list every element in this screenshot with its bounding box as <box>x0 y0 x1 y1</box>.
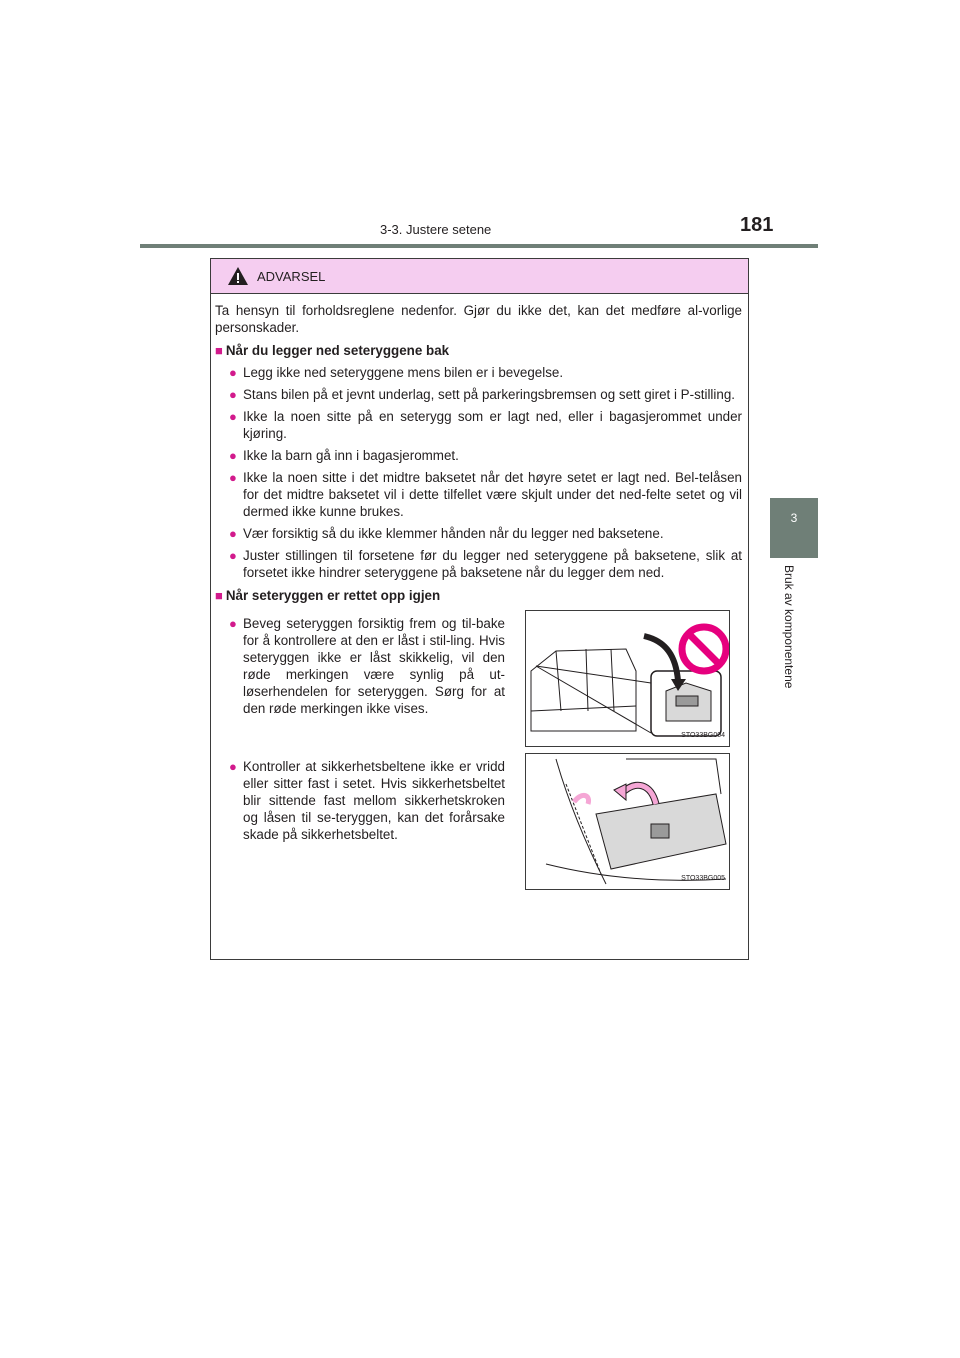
section-title: 3-3. Justere setene <box>380 222 492 237</box>
list-item-text: Ikke la barn gå inn i bagasjerommet. <box>243 448 459 463</box>
warning-triangle-icon <box>227 266 249 286</box>
bullet-dot-icon: ● <box>229 365 237 380</box>
figure-row <box>215 610 742 747</box>
bullet-dot-icon: ● <box>229 616 237 631</box>
figure-code: STO33BG005 <box>681 875 725 882</box>
warning-title: ADVARSEL <box>257 268 326 284</box>
section-heading <box>215 587 742 604</box>
list-item-text: Ikke la noen sitte på en seterygg som er lagt ned, eller i bagasjerommet under kjøring. <box>243 409 742 441</box>
list-item <box>229 469 742 520</box>
seat-belt-illustration-icon <box>526 754 729 889</box>
bullet-dot-icon: ● <box>229 409 237 424</box>
list-item-text: Kontroller at sikkerhetsbeltene ikke er vridd eller sitter fast i setet. Hvis sikkerhetsbeltet blir sittende fast mellom sikkerhetskroken og låsen til se-teryggen, kan det forårsake skade på sikkerhetsbeltet. <box>243 759 505 842</box>
list-item-text: Legg ikke ned seteryggene mens bilen er i bevegelse. <box>243 365 564 380</box>
page-number: 181 <box>740 214 774 236</box>
section-heading <box>215 342 742 359</box>
figure-seat-release-lever <box>525 610 730 747</box>
seat-illustration-icon <box>526 611 729 746</box>
section-heading-text: Når du legger ned seteryggene bak <box>225 343 450 358</box>
section-heading-text: Når seteryggen er rettet opp igjen <box>225 588 441 603</box>
bullet-dot-icon: ● <box>229 548 237 563</box>
list-item <box>229 525 742 542</box>
list-item <box>229 547 742 581</box>
figure-seat-belt <box>525 753 730 890</box>
list-item <box>229 386 742 403</box>
list-item <box>229 364 742 381</box>
figure-code: STO33BG004 <box>681 732 725 739</box>
header-rule <box>140 244 818 248</box>
list-item-text: Stans bilen på et jevnt underlag, sett på parkeringsbremsen og sett giret i P-stilling. <box>243 387 736 402</box>
list-item <box>229 408 742 442</box>
list-item <box>229 615 505 717</box>
bullet-dot-icon: ● <box>229 470 237 485</box>
list-item-text: Beveg seteryggen forsiktig frem og til-bake for å kontrollere at den er låst i stil-ling. Hvis seteryggen ikke er låst skikkelig, vil den røde merkingen være synlig på ut-løserhendelen for seteryggen. Sørg for at den røde merkingen ikke vises. <box>243 616 505 716</box>
chapter-title: Bruk av komponentene <box>782 565 796 689</box>
list-item <box>229 447 742 464</box>
chapter-tab <box>770 498 818 558</box>
list-item-text: Vær forsiktig så du ikke klemmer hånden når du legger ned baksetene. <box>243 526 664 541</box>
figure-row <box>215 753 742 890</box>
list-item-text: Ikke la noen sitte i det midtre baksetet når det høyre setet er lagt ned. Bel-telåsen for det midtre baksetet vil i dette tilfellet være skjult under det ned-felte setet og vil dermed ikke kunne brukes. <box>243 470 742 519</box>
bullet-dot-icon: ● <box>229 387 237 402</box>
warning-intro: Ta hensyn til forholdsreglene nedenfor. Gjør du ikke det, kan det medføre al-vorlige personskader. <box>215 303 742 335</box>
section-square-icon: ■ <box>215 588 223 603</box>
bullet-dot-icon: ● <box>229 759 237 774</box>
warning-header <box>211 259 748 294</box>
bullet-dot-icon: ● <box>229 448 237 463</box>
chapter-number: 3 <box>790 511 798 525</box>
bullet-dot-icon: ● <box>229 526 237 541</box>
warning-body <box>211 302 748 890</box>
list-item-text: Juster stillingen til forsetene før du legger ned seteryggene på baksetene, slik at forsetet ikke hindrer seteryggene på baksetene når du legger dem ned. <box>243 548 742 580</box>
list-item <box>229 758 505 843</box>
section-square-icon: ■ <box>215 343 223 358</box>
warning-box <box>210 258 749 960</box>
